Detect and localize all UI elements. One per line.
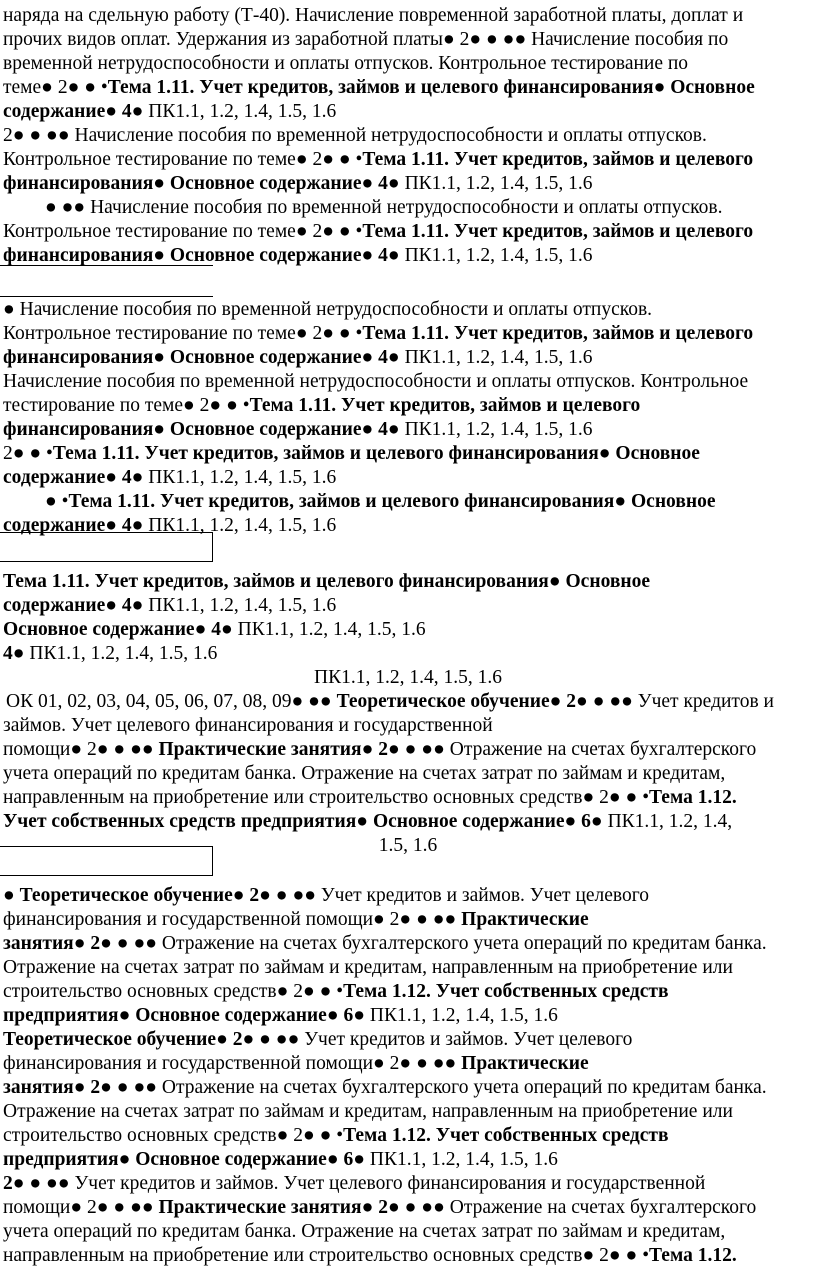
text-line: содержание● 4● ПК1.1, 1.2, 1.4, 1.5, 1.6 — [3, 515, 337, 536]
text-line: содержание● 4● ПК1.1, 1.2, 1.4, 1.5, 1.6 — [3, 595, 337, 616]
text-line: ● Начисление пособия по временной нетрудоспособности и оплаты отпусков. — [3, 299, 653, 320]
empty-frame — [0, 532, 213, 562]
text-line: финансирования● Основное содержание● 4● ПК1.1, 1.2, 1.4, 1.5, 1.6 — [3, 419, 593, 440]
text-line: ПК1.1, 1.2, 1.4, 1.5, 1.6 — [314, 667, 502, 688]
text-line: строительство основных средств● 2● ● •Тема 1.12. Учет собственных средств — [3, 1125, 669, 1146]
text-line: 2● ● •Тема 1.11. Учет кредитов, займов и целевого финансирования● Основное — [3, 443, 700, 464]
text-line: финансирования● Основное содержание● 4● ПК1.1, 1.2, 1.4, 1.5, 1.6 — [3, 347, 593, 368]
text-line: Теоретическое обучение● 2● ● ●● Учет кредитов и займов. Учет целевого — [3, 1029, 633, 1050]
text-line: 1.5, 1.6 — [378, 835, 438, 856]
text-line: финансирования и государственной помощи● 2● ● ●● Практические — [3, 1053, 589, 1074]
empty-frame — [0, 846, 213, 876]
text-line: занятия● 2● ● ●● Отражение на счетах бухгалтерского учета операций по кредитам банка. — [3, 933, 767, 954]
text-line: временной нетрудоспособности и оплаты отпусков. Контрольное тестирование по — [3, 53, 689, 74]
text-line: Контрольное тестирование по теме● 2● ● •Тема 1.11. Учет кредитов, займов и целевого — [3, 323, 754, 344]
text-line: ● Теоретическое обучение● 2● ● ●● Учет кредитов и займов. Учет целевого — [3, 885, 650, 906]
text-line: направленным на приобретение или строительство основных средств● 2● ● •Тема 1.12. — [3, 1245, 737, 1266]
text-line: Учет собственных средств предприятия● Основное содержание● 6● ПК1.1, 1.2, 1.4, — [3, 811, 733, 832]
text-line: займов. Учет целевого финансирования и государственной — [3, 715, 493, 736]
text-line: тестирование по теме● 2● ● •Тема 1.11. Учет кредитов, займов и целевого — [3, 395, 641, 416]
text-line: Отражение на счетах затрат по займам и кредитам, направленным на приобретение или — [3, 1101, 733, 1122]
text-line: Отражение на счетах затрат по займам и кредитам, направленным на приобретение или — [3, 957, 733, 978]
text-line: предприятия● Основное содержание● 6● ПК1.1, 1.2, 1.4, 1.5, 1.6 — [3, 1005, 558, 1026]
text-line: помощи● 2● ● ●● Практические занятия● 2● ● ●● Отражение на счетах бухгалтерского — [3, 1197, 757, 1218]
text-line: содержание● 4● ПК1.1, 1.2, 1.4, 1.5, 1.6 — [3, 101, 337, 122]
text-line: содержание● 4● ПК1.1, 1.2, 1.4, 1.5, 1.6 — [3, 467, 337, 488]
text-line: ● •Тема 1.11. Учет кредитов, займов и целевого финансирования● Основное — [45, 491, 716, 512]
text-line: направленным на приобретение или строительство основных средств● 2● ● •Тема 1.12. — [3, 787, 737, 808]
text-line: Тема 1.11. Учет кредитов, займов и целевого финансирования● Основное — [3, 571, 651, 592]
text-line: помощи● 2● ● ●● Практические занятия● 2● ● ●● Отражение на счетах бухгалтерского — [3, 739, 757, 760]
text-line: учета операций по кредитам банка. Отражение на счетах затрат по займам и кредитам, — [3, 763, 726, 784]
text-line: финансирования● Основное содержание● 4● ПК1.1, 1.2, 1.4, 1.5, 1.6 — [3, 173, 593, 194]
text-line: Начисление пособия по временной нетрудоспособности и оплаты отпусков. Контрольное — [3, 371, 749, 392]
text-line: 2● ● ●● Начисление пособия по временной нетрудоспособности и оплаты отпусков. — [3, 125, 707, 146]
text-line: ОК 01, 02, 03, 04, 05, 06, 07, 08, 09● ●● Теоретическое обучение● 2● ● ●● Учет кредитов и — [6, 691, 774, 712]
divider-line — [0, 296, 213, 297]
text-line: 2● ● ●● Учет кредитов и займов. Учет целевого финансирования и государственной — [3, 1173, 706, 1194]
text-line: финансирования● Основное содержание● 4● ПК1.1, 1.2, 1.4, 1.5, 1.6 — [3, 245, 593, 266]
text-line: учета операций по кредитам банка. Отражение на счетах затрат по займам и кредитам, — [3, 1221, 726, 1242]
text-line: Контрольное тестирование по теме● 2● ● •Тема 1.11. Учет кредитов, займов и целевого — [3, 221, 754, 242]
text-line: финансирования и государственной помощи● 2● ● ●● Практические — [3, 909, 589, 930]
text-line: 4● ПК1.1, 1.2, 1.4, 1.5, 1.6 — [3, 643, 218, 664]
text-line: Основное содержание● 4● ПК1.1, 1.2, 1.4, 1.5, 1.6 — [3, 619, 426, 640]
text-line: наряда на сдельную работу (Т-40). Начисление повременной заработной платы, доплат и — [3, 5, 744, 26]
text-line: занятия● 2● ● ●● Отражение на счетах бухгалтерского учета операций по кредитам банка. — [3, 1077, 767, 1098]
divider-line — [0, 265, 213, 266]
text-line: предприятия● Основное содержание● 6● ПК1.1, 1.2, 1.4, 1.5, 1.6 — [3, 1149, 558, 1170]
text-line: ● ●● Начисление пособия по временной нетрудоспособности и оплаты отпусков. — [45, 197, 723, 218]
text-line: прочих видов оплат. Удержания из заработной платы● 2● ● ●● Начисление пособия по — [3, 29, 729, 50]
text-line: Контрольное тестирование по теме● 2● ● •Тема 1.11. Учет кредитов, займов и целевого — [3, 149, 754, 170]
text-line: теме● 2● ● •Тема 1.11. Учет кредитов, займов и целевого финансирования● Основное — [3, 77, 755, 98]
text-line: строительство основных средств● 2● ● •Тема 1.12. Учет собственных средств — [3, 981, 669, 1002]
